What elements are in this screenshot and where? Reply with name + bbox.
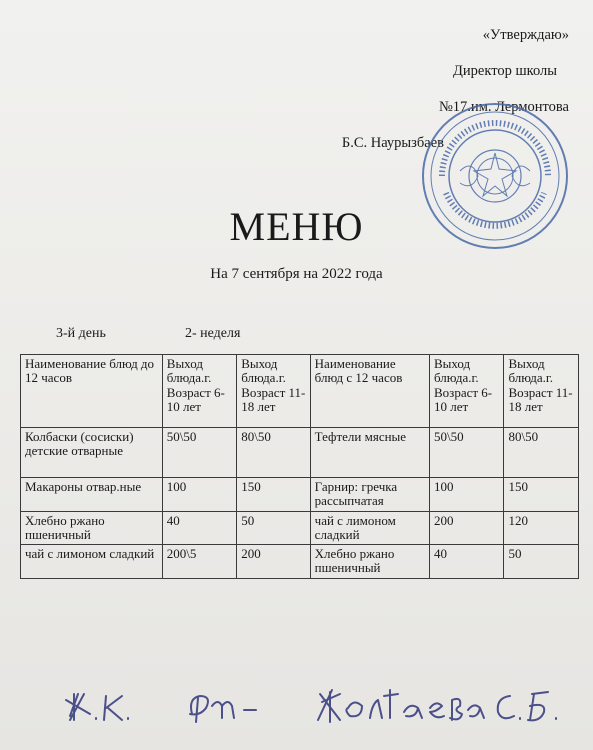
table-cell: 100 [430, 478, 504, 512]
table-cell: чай с лимоном сладкий [310, 511, 429, 545]
table-row [21, 545, 579, 579]
table-cell: 50 [237, 511, 310, 545]
school-name: №17.им. Лермонтова [438, 99, 569, 115]
table-cell: 200 [237, 545, 310, 579]
table-row [21, 428, 579, 478]
table-cell: 200\5 [162, 545, 236, 579]
table-cell: 100 [162, 478, 236, 512]
menu-table [20, 354, 579, 579]
handwritten-signature [0, 680, 593, 730]
table-cell: Колбаски (сосиски) детские отварные [21, 428, 163, 478]
table-cell: Гарнир: гречка рассыпчатая [310, 478, 429, 512]
table-row [21, 478, 579, 512]
week-label: 2- неделя [185, 326, 241, 341]
table-cell: 120 [504, 511, 579, 545]
table-row [21, 511, 579, 545]
table-cell: 80\50 [237, 428, 310, 478]
table-cell: 40 [162, 511, 236, 545]
table-cell: 50\50 [430, 428, 504, 478]
table-cell: 50\50 [162, 428, 236, 478]
table-cell: Макароны отвар.ные [21, 478, 163, 512]
table-cell: Тефтели мясные [310, 428, 429, 478]
table-cell: 200 [430, 511, 504, 545]
table-cell: чай с лимоном сладкий [21, 545, 163, 579]
column-header: Выход блюда.г. Возраст 6-10 лет [430, 355, 504, 428]
table-cell: 80\50 [504, 428, 579, 478]
table-cell: Хлебно ржано пшеничный [21, 511, 163, 545]
table-header-row [21, 355, 579, 428]
column-header: Наименование блюд с 12 часов [310, 355, 429, 428]
column-header: Наименование блюд до 12 часов [21, 355, 163, 428]
table-cell: 40 [430, 545, 504, 579]
column-header: Выход блюда.г. Возраст 6-10 лет [162, 355, 236, 428]
menu-date: На 7 сентября на 2022 года [210, 266, 383, 282]
column-header: Выход блюда.г. Возраст 11-18 лет [237, 355, 310, 428]
page-title: МЕНЮ [229, 204, 364, 249]
table-cell: 150 [504, 478, 579, 512]
approve-label: «Утверждаю» [482, 27, 569, 43]
day-label: 3-й день [56, 326, 106, 341]
table-cell: 150 [237, 478, 310, 512]
table-cell: 50 [504, 545, 579, 579]
column-header: Выход блюда.г. Возраст 11-18 лет [504, 355, 579, 428]
signer-name: Б.С. Наурызбаев [341, 135, 444, 151]
director-title: Директор школы [453, 63, 557, 79]
table-cell: Хлебно ржано пшеничный [310, 545, 429, 579]
